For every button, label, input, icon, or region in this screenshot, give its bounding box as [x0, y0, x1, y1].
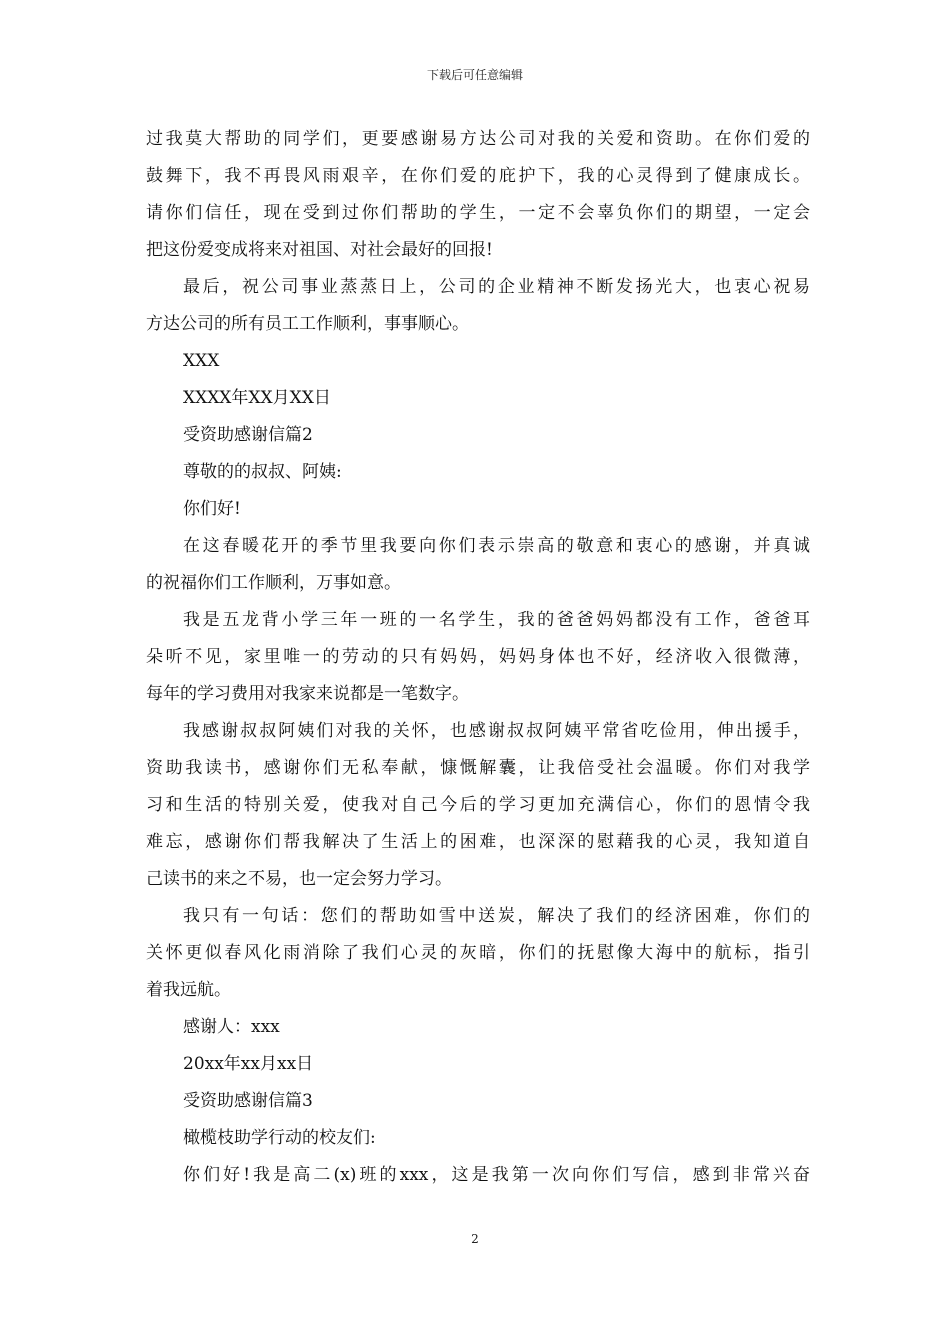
text-line: 难忘，感谢你们帮我解决了生活上的困难，也深深的慰藉我的心灵，我知道自: [146, 832, 810, 852]
text-line: 尊敬的的叔叔、阿姨:: [183, 462, 342, 482]
text-line: XXX: [183, 351, 220, 371]
text-line: 把这份爱变成将来对祖国、对社会最好的回报!: [146, 240, 493, 260]
text-line: 的祝福你们工作顺利，万事如意。: [146, 573, 401, 593]
text-line: 习和生活的特别关爱，使我对自己今后的学习更加充满信心，你们的恩情令我: [146, 795, 810, 815]
text-line: 你们好!: [183, 499, 241, 519]
page-number: 2: [471, 1232, 479, 1246]
text-line: 我只有一句话：您们的帮助如雪中送炭，解决了我们的经济困难，你们的: [183, 906, 810, 926]
text-line: 资助我读书，感谢你们无私奉献，慷慨解囊，让我倍受社会温暖。你们对我学: [146, 758, 810, 778]
text-line: 请你们信任，现在受到过你们帮助的学生，一定不会辜负你们的期望，一定会: [146, 203, 810, 223]
text-line: 在这春暖花开的季节里我要向你们表示崇高的敬意和衷心的感谢，并真诚: [183, 536, 810, 556]
text-line: XXXX年XX月XX日: [183, 388, 331, 408]
text-line: 每年的学习费用对我家来说都是一笔数字。: [146, 684, 469, 704]
text-line: 己读书的来之不易，也一定会努力学习。: [146, 869, 452, 889]
text-line: 感谢人：xxx: [183, 1017, 280, 1037]
text-line: 关怀更似春风化雨消除了我们心灵的灰暗，你们的抚慰像大海中的航标，指引: [146, 943, 810, 963]
page-header: 下载后可任意编辑: [426, 68, 523, 82]
text-line: 橄榄枝助学行动的校友们:: [183, 1128, 376, 1148]
text-line: 方达公司的所有员工工作顺利，事事顺心。: [146, 314, 469, 334]
text-line: 鼓舞下，我不再畏风雨艰辛，在你们爱的庇护下，我的心灵得到了健康成长。: [146, 166, 810, 186]
text-line: 过我莫大帮助的同学们，更要感谢易方达公司对我的关爱和资助。在你们爱的: [146, 129, 810, 149]
text-line: 受资助感谢信篇2: [183, 425, 313, 445]
text-line: 着我远航。: [146, 980, 231, 1000]
text-line: 最后，祝公司事业蒸蒸日上，公司的企业精神不断发扬光大，也衷心祝易: [183, 277, 810, 297]
text-line: 我感谢叔叔阿姨们对我的关怀，也感谢叔叔阿姨平常省吃俭用，伸出援手，: [183, 721, 810, 741]
text-line: 我是五龙背小学三年一班的一名学生，我的爸爸妈妈都没有工作，爸爸耳: [183, 610, 810, 630]
text-line: 你们好!我是高二(x)班的xxx，这是我第一次向你们写信，感到非常兴奋: [183, 1165, 810, 1185]
document-body: [146, 121, 810, 1194]
text-line: 受资助感谢信篇3: [183, 1091, 313, 1111]
text-line: 20xx年xx月xx日: [183, 1054, 314, 1074]
text-line: 朵听不见，家里唯一的劳动的只有妈妈，妈妈身体也不好，经济收入很微薄，: [146, 647, 810, 667]
